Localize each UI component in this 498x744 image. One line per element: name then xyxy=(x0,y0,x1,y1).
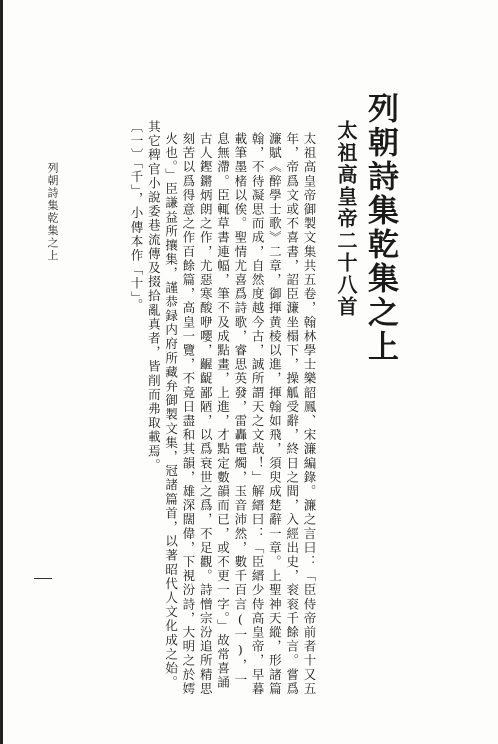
footnote: 〔一〕「千」，小傳本作「十」。 xyxy=(129,120,145,313)
running-head: 列朝詩集乾集之上 xyxy=(46,162,59,262)
page-edge xyxy=(0,0,3,744)
section-heading: 太祖高皇帝二十八首 xyxy=(334,120,358,318)
main-text xyxy=(128,120,318,700)
page-mark xyxy=(34,578,52,579)
page-title: 列朝詩集乾集之上 xyxy=(362,92,398,364)
paragraph-1: 太祖高皇帝御製文集共五卷，翰林學士樂韶鳳、宋濂編錄。濂之言曰：「臣侍帝前者十又五年，帝爲文或不喜書，詔臣濂坐榻下，操觚受辭，終日之間，入經出史，衮衮千餘言。嘗爲濂賦《醉學士歌》二章，御揮黄棱以進，揮翰如飛，須臾成楚辭一章。上聖神天縱，形諸篇翰，不待凝思而成，自然度越今古，誠所謂天之文哉！」解縉曰：「臣縉少侍高皇帝，早暮載筆墨楮以俟。聖情尤喜爲詩歌，睿思英發，雷轟電燭，玉音沛然，數千百言(一)，一息無滯。臣輒草書連幅，筆不及成點畫，上進，才點定數韻而已，或不更一字。」故常喜誦古人鏗鏘炳朗之作，尤惡寒酸咿嚶，齷齪鄙陋，以爲衰世之爲，不足觀。詩憎宗汾追所精思刻苦以爲得意之作百餘篇，高皇一覽，不竟日盡和其韻，雄深闊偉，下視汾詩，大明之於嫮火也。」臣謙益所攘集，謹恭録内府所藏弁御製文集，冠諸篇首，以著昭代人文化成之始。 xyxy=(163,132,317,696)
paragraph-2: 其它稗官小說委巷流傳及掇拾亂真者，皆削而弗取載焉。 xyxy=(146,120,162,473)
